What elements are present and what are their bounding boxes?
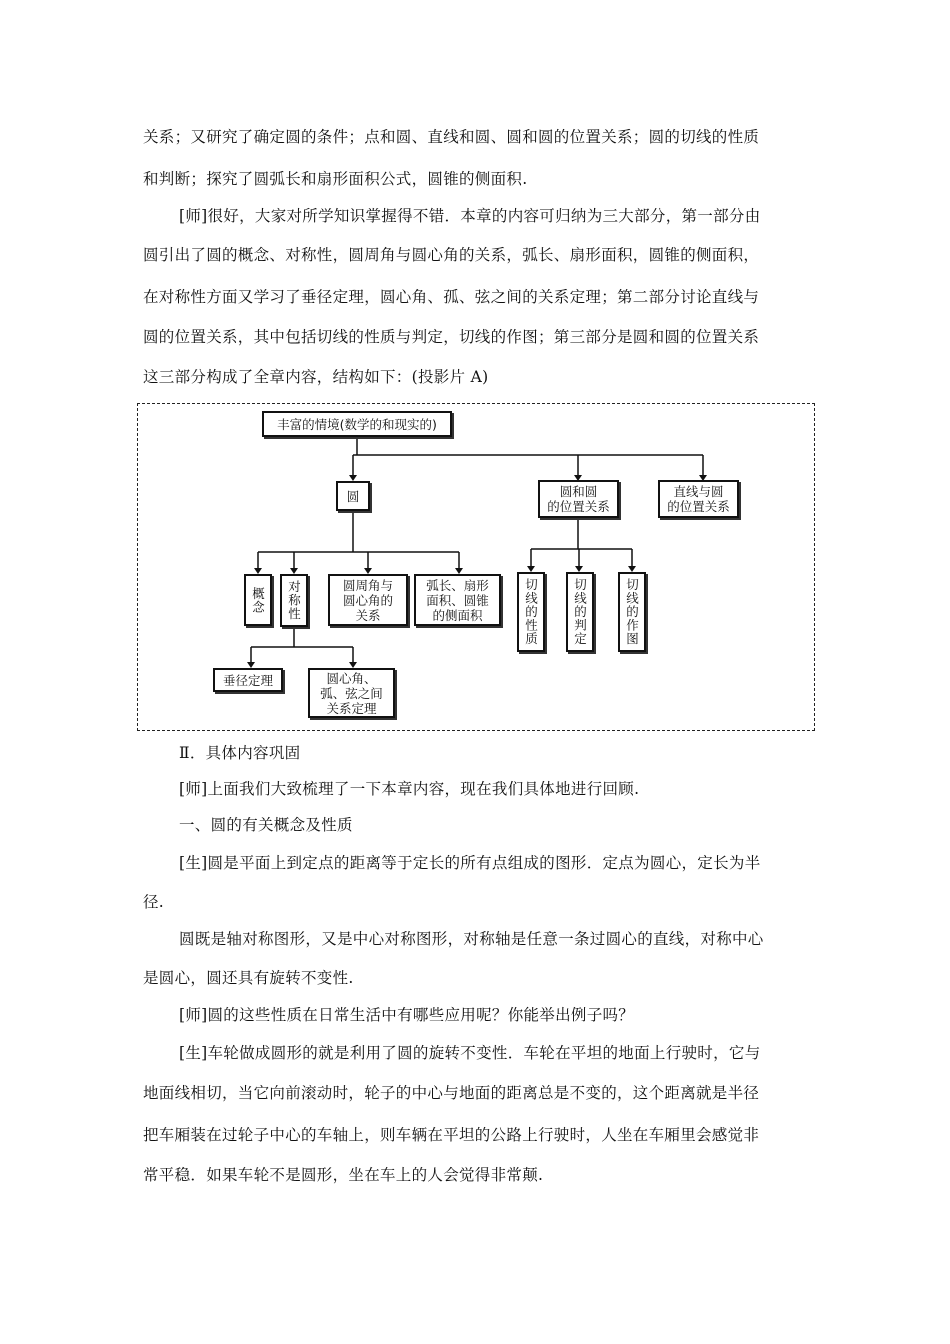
circle-box (336, 481, 370, 511)
arc-length-box (414, 574, 501, 626)
paragraph-line: 圆的位置关系，其中包括切线的性质与判定，切线的作图；第三部分是圆和圆的位置关系 (143, 328, 760, 346)
circle-circle-box (538, 480, 619, 518)
tangent-draw-box (618, 572, 646, 652)
paragraph-line: 这三部分构成了全章内容，结构如下：(投影片 A) (143, 368, 489, 386)
paragraph-line: [生]车轮做成圆形的就是利用了圆的旋转不变性．车轮在平坦的地面上行驶时，它与 (179, 1044, 761, 1062)
paragraph-line: 地面线相切，当它向前滚动时，轮子的中心与地面的距离总是不变的，这个距离就是半径 (143, 1084, 760, 1102)
paragraph-line: [师]圆的这些性质在日常生活中有哪些应用呢？你能举出例子吗？ (179, 1006, 635, 1024)
circle-label: 圆 (346, 488, 360, 504)
paragraph-line: 关系；又研究了确定圆的条件；点和圆、直线和圆、圆和圆的位置关系；圆的切线的性质 (143, 128, 760, 146)
symmetry-box (280, 574, 308, 627)
paragraph-line: 径. (143, 893, 165, 911)
paragraph-line: 圆引出了圆的概念、对称性，圆周角与圆心角的关系，弧长、扇形面积，圆锥的侧面积， (143, 246, 760, 264)
paragraph-line: [生]圆是平面上到定点的距离等于定长的所有点组成的图形．定点为圆心，定长为半 (179, 854, 761, 872)
inscribed-angle-label: 圆周角与 圆心角的 关系 (342, 577, 393, 623)
inscribed-angle-box (328, 574, 408, 626)
paragraph-line: [师]很好，大家对所学知识掌握得不错．本章的内容可归纳为三大部分，第一部分由 (179, 207, 761, 225)
arc-length-label: 弧长、扇形 面积、圆锥 的侧面积 (426, 577, 489, 623)
paragraph-line: 把车厢装在过轮子中心的车轴上，则车辆在平坦的公路上行驶时，人坐在车厢里会感觉非 (143, 1126, 760, 1144)
root-box (262, 411, 452, 437)
concept-box (244, 574, 272, 626)
tangent-draw-label: 切线的作图 (624, 578, 640, 646)
tangent-property-box (517, 572, 545, 652)
symmetry-label: 对称性 (286, 580, 302, 621)
line-circle-box (658, 480, 739, 518)
tangent-judge-label: 切线的判定 (572, 578, 588, 646)
tangent-judge-box (566, 572, 594, 652)
perpendicular-diameter-label: 垂径定理 (222, 672, 273, 688)
section-heading: 一、圆的有关概念及性质 (179, 816, 353, 834)
paragraph-line: 常平稳．如果车轮不是圆形，坐在车上的人会觉得非常颠. (143, 1166, 544, 1184)
tangent-property-label: 切线的性质 (523, 578, 539, 646)
paragraph-line: 圆既是轴对称图形，又是中心对称图形，对称轴是任意一条过圆心的直线，对称中心 (179, 930, 764, 948)
chapter-structure-diagram (137, 403, 815, 731)
perpendicular-diameter-box (213, 668, 283, 692)
central-angle-box (308, 668, 395, 718)
central-angle-label: 圆心角、 弧、弦之间 关系定理 (320, 670, 383, 716)
circle-circle-label: 圆和圆 的位置关系 (547, 484, 610, 514)
root-label: 丰富的情境(数学的和现实的) (277, 416, 437, 432)
paragraph-line: 是圆心，圆还具有旋转不变性. (143, 969, 354, 987)
concept-label: 概念 (250, 586, 266, 614)
paragraph-line: [师]上面我们大致梳理了一下本章内容，现在我们具体地进行回顾. (179, 780, 640, 798)
section-heading: Ⅱ．具体内容巩固 (179, 744, 301, 762)
line-circle-label: 直线与圆 的位置关系 (667, 484, 730, 514)
paragraph-line: 在对称性方面又学习了垂径定理，圆心角、孤、弦之间的关系定理；第二部分讨论直线与 (143, 288, 760, 306)
paragraph-line: 和判断；探究了圆弧长和扇形面积公式，圆锥的侧面积. (143, 170, 528, 188)
